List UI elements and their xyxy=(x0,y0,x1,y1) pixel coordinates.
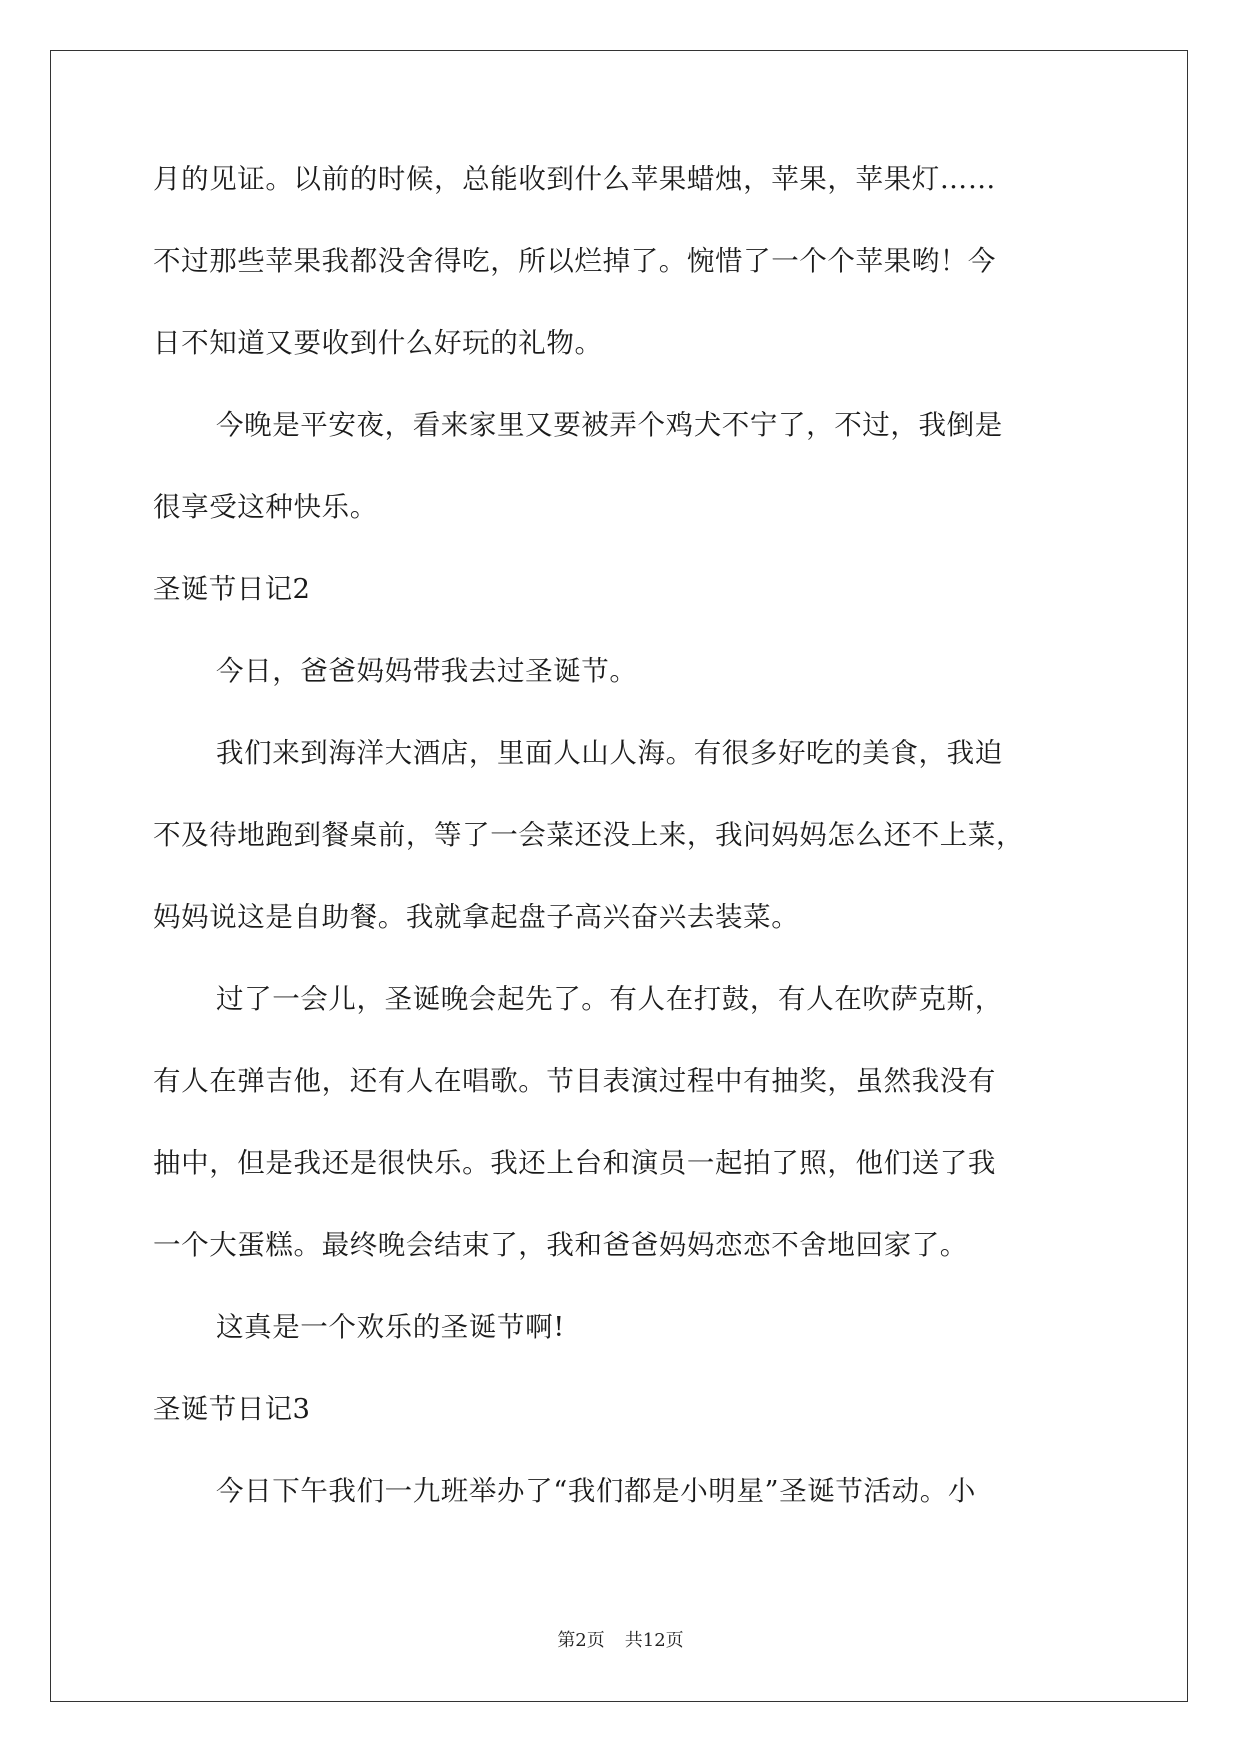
section-heading: 圣诞节日记3 xyxy=(153,1393,311,1425)
paragraph-start-line: 今日下午我们一九班举办了“我们都是小明星”圣诞节活动。小 xyxy=(216,1475,976,1507)
section-heading: 圣诞节日记2 xyxy=(153,573,311,605)
document-body xyxy=(153,160,1093,1554)
text-line: 有人在弹吉他，还有人在唱歌。节目表演过程中有抽奖，虽然我没有 xyxy=(153,1065,996,1097)
text-line: 一个大蛋糕。最终晚会结束了，我和爸爸妈妈恋恋不舍地回家了。 xyxy=(153,1229,968,1261)
page-footer xyxy=(0,1626,1241,1652)
text-line: 日不知道又要收到什么好玩的礼物。 xyxy=(153,327,603,359)
text-line: 不过那些苹果我都没舍得吃，所以烂掉了。惋惜了一个个苹果哟！今 xyxy=(153,245,996,277)
text-line: 月的见证。以前的时候，总能收到什么苹果蜡烛，苹果，苹果灯…… xyxy=(153,163,996,195)
paragraph-start-line: 今晚是平安夜，看来家里又要被弄个鸡犬不宁了，不过，我倒是 xyxy=(216,409,1003,441)
text-line: 抽中，但是我还是很快乐。我还上台和演员一起拍了照，他们送了我 xyxy=(153,1147,996,1179)
paragraph-start-line: 这真是一个欢乐的圣诞节啊! xyxy=(216,1311,565,1343)
paragraph-start-line: 今日，爸爸妈妈带我去过圣诞节。 xyxy=(216,655,638,687)
text-line: 不及待地跑到餐桌前，等了一会菜还没上来，我问妈妈怎么还不上菜， xyxy=(153,819,1025,851)
page-number: 第2页 xyxy=(557,1630,605,1651)
text-line: 妈妈说这是自助餐。我就拿起盘子高兴奋兴去装菜。 xyxy=(153,901,800,933)
paragraph-start-line: 过了一会儿，圣诞晚会起先了。有人在打鼓，有人在吹萨克斯， xyxy=(216,983,1003,1015)
page-total: 共12页 xyxy=(624,1630,684,1651)
paragraph-start-line: 我们来到海洋大酒店，里面人山人海。有很多好吃的美食，我迫 xyxy=(216,737,1003,769)
text-line: 很享受这种快乐。 xyxy=(153,491,378,523)
